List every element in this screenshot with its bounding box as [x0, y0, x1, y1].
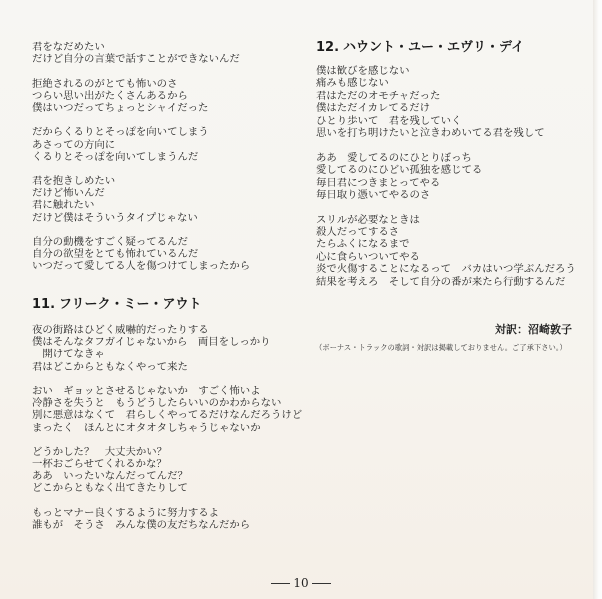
lyric-line: だからくるりとそっぽを向いてしまう: [32, 126, 209, 139]
stanza: [32, 175, 250, 224]
lyric-line: ああ 愛してるのにひとりぼっち: [316, 151, 472, 164]
lyric-line: 毎日君につきまとってやる: [316, 176, 441, 189]
lyric-line: ああ いったいなんだってんだ？: [32, 470, 188, 483]
lyric-line: スリルが必要なときは: [316, 213, 420, 226]
lyric-line: 炎で火傷することになるって バカはいつ学ぶんだろう: [316, 263, 576, 276]
lyric-line: つらい思い出がたくさんあるから: [32, 89, 188, 102]
song10-continued-lyrics: [32, 41, 250, 285]
song12-lyrics: [316, 65, 576, 300]
lyric-line: 心に食らいついてやる: [316, 250, 420, 263]
lyric-line: 君に触れたい: [32, 199, 95, 212]
lyric-line: 僕はそんなタフガイじゃないから 両目をしっかり: [32, 336, 271, 349]
song12-title: [316, 40, 524, 56]
lyric-line: 僕はただイカレてるだけ: [316, 102, 430, 115]
lyric-line: だけど自分の言葉で話すことができないんだ: [32, 53, 240, 66]
lyric-line: いつだって愛してる人を傷つけてしまったから: [32, 260, 251, 273]
stanza: [32, 446, 302, 495]
stanza: [316, 65, 576, 139]
song11-title: [32, 297, 202, 313]
lyric-line: どこからともなく出てきたりして: [32, 482, 188, 495]
lyric-line: 結果を考えろ そして自分の番が来たら行動するんだ: [316, 275, 566, 288]
lyric-line: 拒絶されるのがとても怖いのさ: [32, 77, 178, 90]
track-number: 11.: [32, 297, 56, 312]
lyric-line: ひとり歩いて 君を残していく: [316, 114, 462, 127]
dash-ornament: [271, 583, 290, 584]
lyric-line: 君はどこからともなくやって来た: [32, 360, 188, 373]
lyric-line: 君はただのオモチャだった: [316, 89, 441, 102]
lyric-line: 君を抱きしめたい: [32, 175, 116, 188]
track-number: 12.: [316, 40, 340, 55]
page-number-text: 10: [293, 576, 309, 590]
lyric-line: まったく ほんとにオタオタしちゃうじゃないか: [32, 421, 261, 434]
stanza: [316, 152, 576, 202]
stanza: [32, 324, 302, 373]
lyric-line: 開けてなきゃ: [32, 348, 105, 361]
stanza: [32, 385, 302, 434]
track-title: ハウント・ユー・エヴリ・デイ: [343, 40, 525, 55]
lyric-line: 自分の欲望をとても怖れているんだ: [32, 248, 199, 261]
lyric-line: だけど怖いんだ: [32, 187, 105, 200]
lyric-line: 痛みも感じない: [316, 77, 389, 90]
lyric-line: 僕は歓びを感じない: [316, 65, 410, 77]
stanza: [32, 78, 250, 115]
lyric-line: 殺人だってするさ: [316, 226, 400, 239]
stanza: [316, 214, 576, 288]
lyric-line: くるりとそっぽを向いてしまうんだ: [32, 150, 199, 163]
lyric-line: だけど僕はそういうタイプじゃない: [32, 211, 198, 224]
lyric-line: 誰もが そうさ みんな僕の友だちなんだから: [32, 519, 251, 531]
lyric-line: あさっての方向に: [32, 138, 116, 151]
stanza: [32, 126, 250, 163]
lyric-line: 僕はいつだってちょっとシャイだった: [32, 101, 209, 114]
lyric-line: もっとマナー良くするように努力するよ: [32, 506, 220, 519]
stanza: [32, 236, 250, 273]
lyric-line: 思いを打ち明けたいと泣きわめいてる君を残して: [316, 126, 545, 139]
page-edge-shadow: [593, 0, 602, 599]
track-title: フリーク・ミー・アウト: [59, 297, 202, 312]
lyric-line: 冷静さを失うと もうどうしたらいいのかわからない: [32, 397, 282, 410]
page-number: [0, 575, 602, 591]
stanza: [32, 41, 250, 65]
lyric-line: 夜の街路はひどく威嚇的だったりする: [32, 324, 209, 336]
lyric-line: 愛してるのにひどい孤独を感じてる: [316, 164, 483, 177]
lyric-line: どうかした？ 大丈夫かい？: [32, 445, 168, 458]
lyric-line: 一杯おごらせてくれるかな？: [32, 458, 167, 471]
dash-ornament: [312, 583, 331, 584]
lyric-line: 君をなだめたい: [32, 41, 105, 53]
bonus-track-note: （ボーナス・トラックの歌詞・対訳は掲載しておりません。ご了承下さい。）: [315, 343, 567, 352]
lyric-line: 毎日取り憑いてやるのさ: [316, 188, 431, 201]
lyric-line: 自分の動機をすごく疑ってるんだ: [32, 236, 188, 248]
lyric-line: 別に悪意はなくて 君らしくやってるだけなんだろうけど: [32, 409, 303, 422]
stanza: [32, 507, 302, 531]
lyric-line: おい ギョッとさせるじゃないか すごく怖いよ: [32, 384, 261, 397]
song11-lyrics: [32, 324, 302, 543]
lyric-line: たらふくになるまで: [316, 238, 410, 251]
translator-credit: 対訳：沼崎敦子: [495, 323, 572, 336]
